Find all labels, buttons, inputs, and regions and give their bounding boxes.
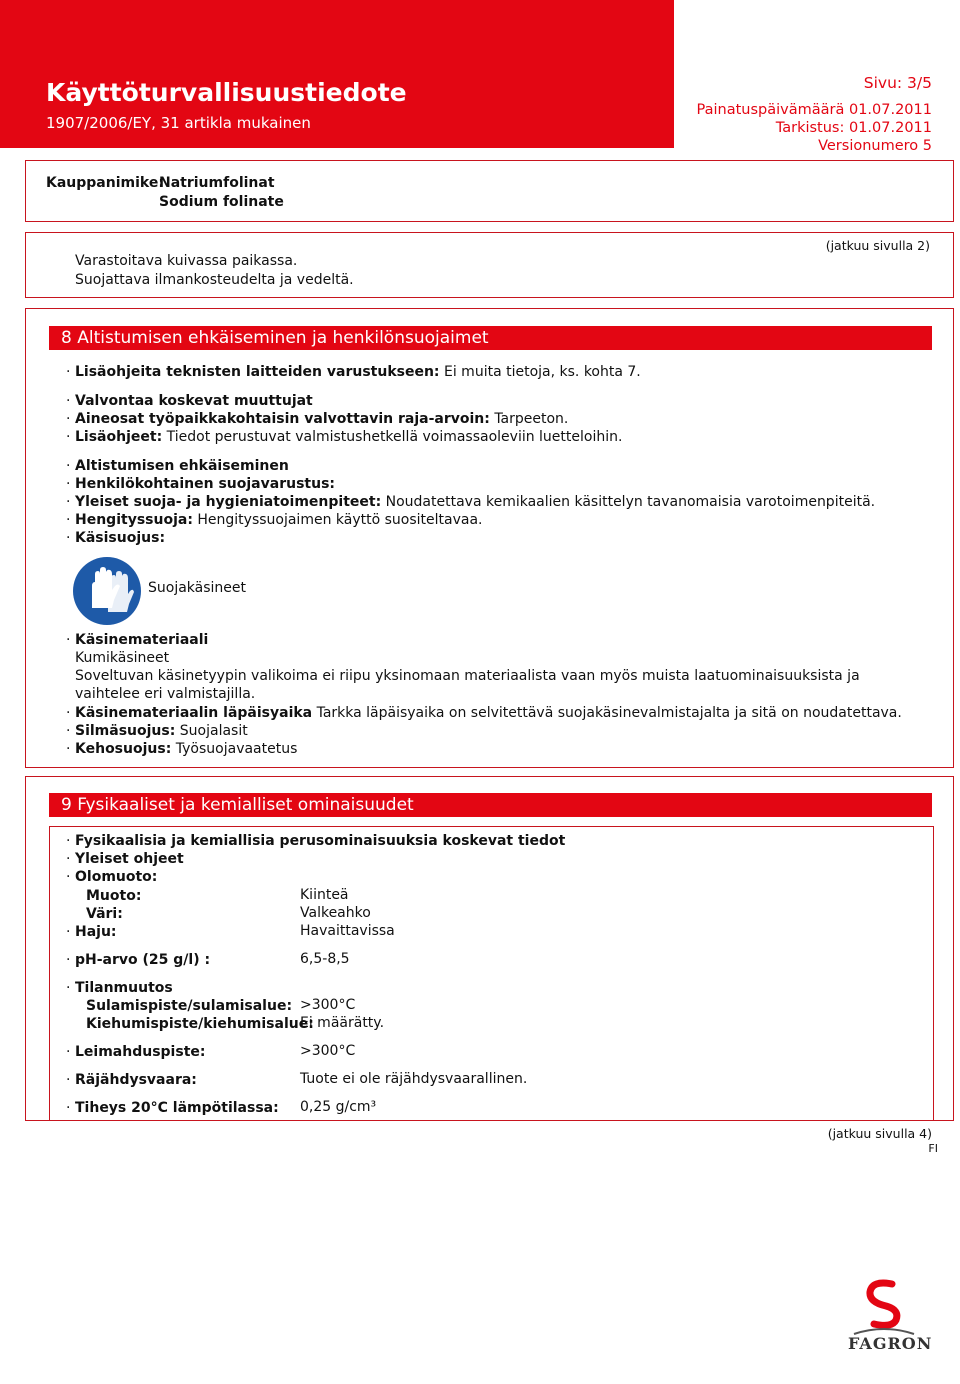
version-number: Versionumero 5	[818, 138, 932, 154]
s9-sula-row: Sulamispiste/sulamisalue:	[86, 998, 293, 1014]
s9-haju-row: · Haju:	[66, 924, 117, 940]
s8-line-6: · Henkilökohtainen suojavarustus:	[66, 476, 335, 492]
section8-heading: 8 Altistumisen ehkäiseminen ja henkilönsuojaimet	[49, 326, 932, 350]
s9-line-2: · Yleiset ohjeet	[66, 851, 184, 867]
s8-line-10-value: Kumikäsineet	[75, 650, 170, 666]
continued-from: (jatkuu sivulla 2)	[825, 238, 930, 253]
page-number: Sivu: 3/5	[863, 74, 932, 92]
s9-leim-row: · Leimahduspiste:	[66, 1044, 206, 1060]
s9-line-3: · Olomuoto:	[66, 869, 158, 885]
s9-sula-value: >300°C	[300, 997, 356, 1013]
s9-raj-row: · Räjähdysvaara:	[66, 1072, 197, 1088]
storage-line-1: Varastoitava kuivassa paikassa.	[75, 253, 298, 269]
s8-line-3: · Aineosat työpaikkakohtaisin valvottavin raja-arvoin: Tarpeeton.	[66, 411, 569, 427]
s9-kieh-row: Kiehumispiste/kiehumisalue:	[86, 1016, 314, 1032]
document-title: Käyttöturvallisuustiedote	[46, 78, 407, 107]
storage-line-2: Suojattava ilmankosteudelta ja vedeltä.	[75, 272, 354, 288]
trade-name-1: Natriumfolinat	[159, 175, 275, 191]
section9-heading: 9 Fysikaaliset ja kemialliset ominaisuudet	[49, 793, 932, 817]
s9-leim-value: >300°C	[300, 1043, 356, 1059]
s9-muoto-value: Kiinteä	[300, 887, 349, 903]
revision-date: Tarkistus: 01.07.2011	[775, 120, 932, 136]
gloves-icon	[72, 556, 142, 626]
s8-line-14: · Kehosuojus: Työsuojavaatetus	[66, 741, 298, 757]
s9-tih-row: · Tiheys 20°C lämpötilassa:	[66, 1100, 279, 1116]
logo-text: FAGRON	[848, 1334, 933, 1353]
document-subtitle: 1907/2006/EY, 31 artikla mukainen	[46, 114, 311, 132]
s9-vari-value: Valkeahko	[300, 905, 371, 921]
s9-haju-value: Havaittavissa	[300, 923, 395, 939]
s9-tih-value: 0,25 g/cm³	[300, 1099, 377, 1115]
fagron-logo	[834, 1276, 934, 1366]
print-date: Painatuspäivämäärä 01.07.2011	[696, 102, 932, 118]
language-code: FI	[928, 1142, 938, 1155]
s9-line-1: · Fysikaalisia ja kemiallisia perusominaisuuksia koskevat tiedot	[66, 833, 566, 849]
s9-muoto-row: Muoto:	[86, 888, 142, 904]
glove-caption: Suojakäsineet	[148, 580, 247, 596]
s8-line-9: · Käsisuojus:	[66, 530, 166, 546]
s9-kieh-value: Ei määrätty.	[300, 1015, 385, 1031]
s8-line-2: · Valvontaa koskevat muuttujat	[66, 393, 313, 409]
s9-ph-row: · pH-arvo (25 g/l) :	[66, 952, 211, 968]
trade-name-box	[25, 160, 954, 222]
s8-line-1: · Lisäohjeita teknisten laitteiden varustukseen: Ei muita tietoja, ks. kohta 7.	[66, 364, 641, 380]
continued-to: (jatkuu sivulla 4)	[827, 1126, 932, 1141]
s9-vari-row: Väri:	[86, 906, 123, 922]
trade-name-2: Sodium folinate	[159, 194, 284, 210]
s8-line-12: · Käsinemateriaalin läpäisyaika Tarkka läpäisyaika on selvitettävä suojakäsinevalmistajalta ja sitä on noudatettava.	[66, 705, 902, 721]
s8-line-13: · Silmäsuojus: Suojalasit	[66, 723, 248, 739]
s9-ph-value: 6,5-8,5	[300, 951, 350, 967]
s8-line-11: Soveltuvan käsinetyypin valikoima ei riipu yksinomaan materiaalista vaan myös muista laatuominaisuuksista ja	[75, 668, 860, 684]
trade-name-label: Kauppanimike:	[46, 175, 164, 191]
s9-tila-row: · Tilanmuutos	[66, 980, 173, 996]
s8-line-7: · Yleiset suoja- ja hygieniatoimenpiteet: Noudatettava kemikaalien käsittelyn tavanomaisia varotoimenpiteitä.	[66, 494, 876, 510]
s8-line-8: · Hengityssuoja: Hengityssuojaimen käyttö suositeltavaa.	[66, 512, 483, 528]
s8-line-10: · Käsinemateriaali	[66, 632, 209, 648]
s8-line-4: · Lisäohjeet: Tiedot perustuvat valmistushetkellä voimassaoleviin luetteloihin.	[66, 429, 623, 445]
s8-line-11b: vaihtelee eri valmistajilla.	[75, 686, 256, 702]
s9-raj-value: Tuote ei ole räjähdysvaarallinen.	[300, 1071, 528, 1087]
s8-line-5: · Altistumisen ehkäiseminen	[66, 458, 289, 474]
